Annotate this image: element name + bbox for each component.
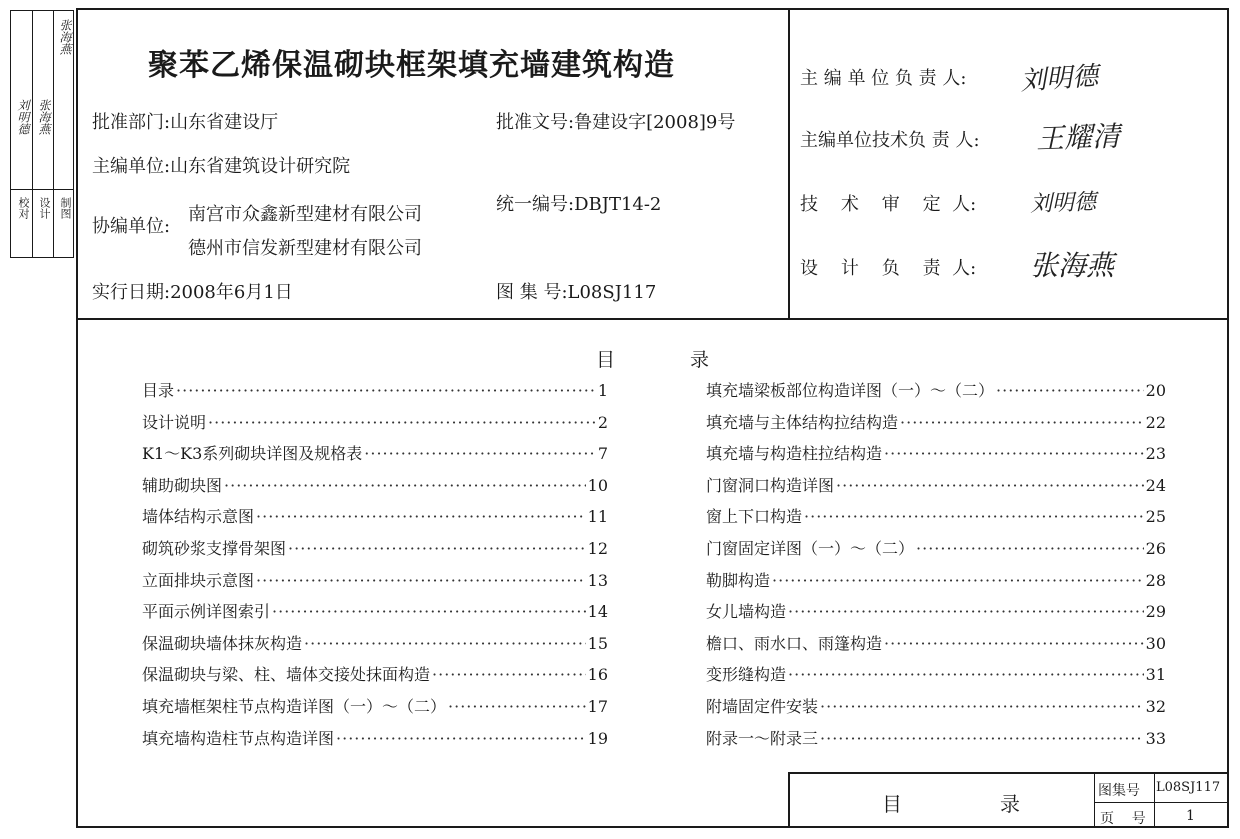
toc-entry-title: 填充墙梁板部位构造详图（一）～（二） (706, 381, 995, 400)
toc-entry-page: 28 (1145, 570, 1166, 590)
effective-date: 实行日期:2008年6月1日 (92, 282, 293, 303)
page-title: 聚苯乙烯保温砌块框架填充墙建筑构造 (148, 48, 675, 83)
signature-technical-head: 王耀清 (1035, 119, 1121, 156)
toc-leader-dots (820, 729, 1144, 748)
toc-entry-page: 2 (597, 412, 608, 432)
toc-entry-page: 1 (597, 381, 608, 400)
toc-leader-dots (788, 602, 1144, 621)
chief-unit: 主编单位:山东省建筑设计研究院 (92, 156, 351, 177)
title-block-atlas-label: 图集号 (1098, 783, 1140, 799)
toc-entry (142, 378, 608, 410)
toc-leader-dots (208, 413, 596, 432)
toc-entry (706, 473, 1166, 505)
toc-entry (142, 631, 608, 663)
toc-entry (142, 473, 608, 505)
toc-entry-page: 29 (1145, 602, 1166, 622)
header-bottom-line (76, 318, 1229, 320)
header-divider (788, 8, 790, 319)
toc-entry (706, 726, 1166, 758)
unified-number: 统一编号:DBJT14-2 (496, 194, 662, 215)
toc-entry-title: 保温砌块墙体抹灰构造 (142, 633, 303, 653)
title-block-line (1154, 774, 1155, 828)
toc-entry-title: 勒脚构造 (706, 570, 771, 590)
toc-entry-title: 附录一～附录三 (706, 728, 819, 748)
toc-entry (142, 410, 608, 442)
toc-entry (706, 631, 1166, 663)
toc-entry-title: 保温砌块与梁、柱、墙体交接处抹面构造 (142, 665, 431, 685)
toc-entry-page: 33 (1145, 728, 1166, 748)
toc-leader-dots (804, 507, 1144, 526)
side-stamp-signature: 张海燕 (58, 19, 72, 55)
toc-entry-page: 14 (587, 602, 608, 622)
resp-label-chief-head: 主 编 单 位 负 责 人: (800, 68, 967, 89)
toc-entry-title: 辅助砌块图 (142, 475, 223, 495)
toc-entry-page: 24 (1145, 475, 1166, 495)
title-block-name-left: 目 (882, 792, 902, 816)
toc-entry (706, 536, 1166, 568)
toc-entry (142, 662, 608, 694)
resp-label-technical-head: 主编单位技术负 责 人: (800, 130, 980, 151)
toc-left-column (142, 378, 608, 757)
toc-entry (706, 441, 1166, 473)
toc-entry-title: 门窗洞口构造详图 (706, 475, 835, 495)
toc-entry-title: 门窗固定详图（一）～（二） (706, 538, 915, 558)
side-stamp-signature: 张海燕 (37, 99, 51, 135)
toc-entry (142, 504, 608, 536)
toc-leader-dots (884, 444, 1144, 463)
toc-entry-title: 填充墙与主体结构拉结构造 (706, 412, 899, 432)
toc-entry-title: K1～K3系列砌块详图及规格表 (142, 444, 363, 464)
toc-heading-left: 目 (596, 349, 616, 371)
toc-right-column (706, 378, 1166, 757)
toc-entry-page: 23 (1145, 444, 1166, 464)
toc-leader-dots (432, 665, 586, 684)
toc-leader-dots (448, 697, 586, 716)
side-stamp-col-line (32, 11, 33, 257)
signature-technical-reviewer: 刘明德 (1029, 189, 1097, 218)
toc-entry-page: 31 (1145, 665, 1166, 685)
toc-entry-page: 30 (1145, 633, 1166, 653)
toc-entry-title: 墙体结构示意图 (142, 507, 255, 527)
toc-entry-title: 设计说明 (142, 412, 207, 432)
approval-dept: 批准部门:山东省建设厅 (92, 112, 279, 133)
toc-entry (142, 694, 608, 726)
title-block (788, 772, 1229, 828)
toc-leader-dots (272, 602, 586, 621)
toc-entry (706, 662, 1166, 694)
toc-entry-page: 15 (587, 633, 608, 653)
toc-leader-dots (772, 571, 1144, 590)
toc-entry-title: 填充墙与构造柱拉结构造 (706, 444, 883, 464)
title-block-line (1094, 774, 1095, 828)
toc-leader-dots (836, 476, 1144, 495)
atlas-number-line: 图 集 号:L08SJ117 (496, 282, 657, 303)
toc-entry-page: 25 (1145, 507, 1166, 527)
toc-entry (706, 599, 1166, 631)
toc-leader-dots (224, 476, 586, 495)
side-stamp-label-draw: 制图 (59, 197, 72, 219)
title-block-atlas-value: L08SJ117 (1156, 780, 1221, 795)
toc-leader-dots (176, 381, 596, 400)
toc-entry-title: 砌筑砂浆支撑骨架图 (142, 538, 287, 558)
toc-entry-page: 10 (587, 475, 608, 495)
toc-leader-dots (364, 444, 596, 463)
toc-entry-title: 变形缝构造 (706, 665, 787, 685)
toc-entry (142, 441, 608, 473)
toc-leader-dots (996, 381, 1144, 400)
title-block-line (1094, 802, 1229, 803)
toc-entry (706, 568, 1166, 600)
toc-entry (142, 536, 608, 568)
toc-entry-title: 平面示例详图索引 (142, 602, 271, 622)
toc-entry (142, 599, 608, 631)
toc-entry-page: 11 (587, 507, 608, 527)
toc-entry-page: 19 (587, 728, 608, 748)
toc-entry-page: 13 (587, 570, 608, 590)
toc-entry-page: 7 (597, 444, 608, 464)
toc-entry-title: 附墙固定件安装 (706, 696, 819, 716)
toc-entry-page: 20 (1145, 381, 1166, 400)
toc-leader-dots (820, 697, 1144, 716)
toc-entry-title: 填充墙构造柱节点构造详图 (142, 728, 335, 748)
toc-entry-title: 女儿墙构造 (706, 602, 787, 622)
title-block-page-label: 页 号 (1100, 811, 1146, 827)
signature-design-head: 张海燕 (1030, 249, 1115, 282)
toc-leader-dots (788, 665, 1144, 684)
toc-leader-dots (900, 413, 1144, 432)
resp-label-design-head: 设 计 负 责 人: (800, 258, 977, 279)
toc-entry-page: 32 (1145, 696, 1166, 716)
toc-entry-page: 17 (587, 696, 608, 716)
co-unit-1: 南宫市众鑫新型建材有限公司 (188, 204, 422, 225)
co-unit-2: 德州市信发新型建材有限公司 (188, 238, 422, 259)
toc-leader-dots (256, 571, 586, 590)
toc-heading-right: 录 (690, 349, 710, 371)
toc-leader-dots (288, 539, 586, 558)
approval-doc: 批准文号:鲁建设字[2008]9号 (496, 112, 736, 133)
toc-entry (142, 726, 608, 758)
side-stamp-signature: 刘明德 (16, 99, 30, 135)
toc-entry (706, 410, 1166, 442)
toc-leader-dots (916, 539, 1144, 558)
co-units-label: 协编单位: (92, 216, 171, 237)
toc-entry-title: 檐口、雨水口、雨篷构造 (706, 633, 883, 653)
signature-chief-head: 刘明德 (1019, 61, 1100, 97)
title-block-name-right: 录 (1000, 792, 1020, 816)
side-stamp-col-line (53, 11, 54, 257)
toc-leader-dots (256, 507, 586, 526)
toc-entry-title: 目录 (142, 381, 175, 400)
resp-label-technical-reviewer: 技 术 审 定 人: (800, 194, 977, 215)
title-block-page-value: 1 (1186, 808, 1195, 824)
toc-leader-dots (336, 729, 586, 748)
toc-entry (706, 378, 1166, 410)
toc-entry (706, 504, 1166, 536)
side-stamp-label-proofread: 校对 (17, 197, 30, 219)
side-stamp-row-line (11, 189, 73, 190)
toc-entry (706, 694, 1166, 726)
toc-leader-dots (884, 634, 1144, 653)
toc-entry (142, 568, 608, 600)
toc-leader-dots (304, 634, 586, 653)
toc-entry-page: 16 (587, 665, 608, 685)
toc-entry-title: 窗上下口构造 (706, 507, 803, 527)
toc-entry-page: 26 (1145, 538, 1166, 558)
side-stamp (10, 10, 74, 258)
side-stamp-label-design: 设计 (38, 197, 51, 219)
toc-entry-page: 12 (587, 538, 608, 558)
toc-entry-title: 填充墙框架柱节点构造详图（一）～（二） (142, 696, 447, 716)
toc-entry-page: 22 (1145, 412, 1166, 432)
toc-entry-title: 立面排块示意图 (142, 570, 255, 590)
